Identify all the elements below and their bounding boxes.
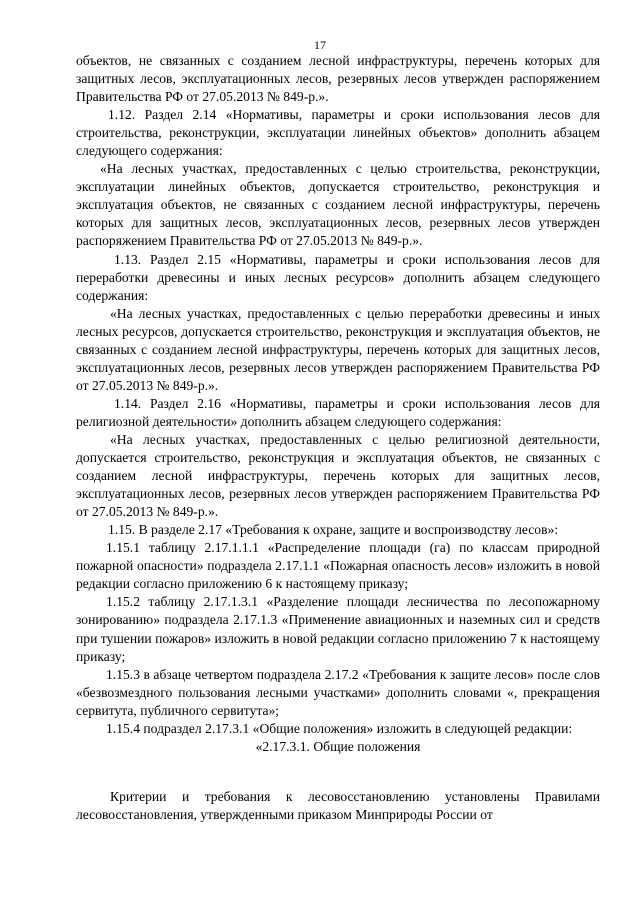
document-body (76, 52, 600, 824)
paragraph-item-1-14: 1.14. Раздел 2.16 «Нормативы, параметры и сроки использования лесов для религиозной деятельности» дополнить абзацем следующего содержания: (76, 395, 600, 429)
page-number: 17 (314, 38, 326, 52)
paragraph-item-1-13: 1.13. Раздел 2.15 «Нормативы, параметры и сроки использования лесов для переработки древесины и иных лесных ресурсов» дополнить абзацем следующего содержания: (76, 251, 600, 303)
paragraph-gap (76, 756, 600, 788)
paragraph-quote-2-16: «На лесных участках, предоставленных с целью религиозной деятельности, допускается строительство, реконструкция и эксплуатация объектов, не связанных с созданием лесной инфраструктуры, перечень которых для защитных лесов, эксплуатационных лесов, резервных лесов утвержден распоряжением Правительства РФ от 27.05.2013 № 849-р.». (76, 431, 600, 520)
paragraph-item-1-12: 1.12. Раздел 2.14 «Нормативы, параметры и сроки использования лесов для строительства, реконструкции, эксплуатации линейных объектов» дополнить абзацем следующего содержания: (76, 107, 600, 159)
paragraph-item-1-15-1: 1.15.1 таблицу 2.17.1.1.1 «Распределение площади (га) по классам природной пожарной опасности» подраздела 2.17.1.1 «Пожарная опасность лесов» изложить в новой редакции согласно приложению 6 к настоящему приказу; (76, 540, 600, 592)
paragraph-item-1-15-3: 1.15.3 в абзаце четвертом подраздела 2.17.2 «Требования к защите лесов» после слов «безвозмездного пользования лесными участками» дополнить словами «, прекращения сервитута, публичного сервитута»; (76, 666, 600, 718)
paragraph-criteria: Критерии и требования к лесовосстановлению установлены Правилами лесовосстановления, утвержденными приказом Минприроды России от (76, 788, 600, 822)
paragraph-continuation: объектов, не связанных с созданием лесной инфраструктуры, перечень которых для защитных лесов, эксплуатационных лесов, резервных лесов утвержден распоряжением Правительства РФ от 27.05.2013 № 849-р.». (76, 53, 600, 105)
paragraph-item-1-15-2: 1.15.2 таблицу 2.17.1.3.1 «Разделение площади лесничества по лесопожарному зонированию» подраздела 2.17.1.3 «Применение авиационных и наземных сил и средств при тушении пожаров» изложить в новой редакции согласно приложению 7 к настоящему приказу; (76, 594, 600, 664)
paragraph-item-1-15: 1.15. В разделе 2.17 «Требования к охране, защите и воспроизводству лесов»: (108, 522, 559, 538)
paragraph-item-1-15-4: 1.15.4 подраздел 2.17.3.1 «Общие положения» изложить в следующей редакции: (106, 720, 573, 736)
paragraph-quote-2-14: «На лесных участках, предоставленных с целью строительства, реконструкции, эксплуатации линейных объектов, допускается строительство, реконструкция и эксплуатация объектов, не связанных с созданием лесной инфраструктуры, перечень которых для защитных лесов, эксплуатационных лесов, резервных лесов утвержден распоряжением Правительства РФ от 27.05.2013 № 849-р.». (76, 161, 600, 249)
section-heading: «2.17.3.1. Общие положения (255, 738, 421, 754)
paragraph-quote-2-15: «На лесных участках, предоставленных с целью переработки древесины и иных лесных ресурсов, допускается строительство, реконструкция и эксплуатация объектов, не связанных с созданием лесной инфраструктуры, перечень которых для защитных лесов, эксплуатационных лесов, резервных лесов утвержден распоряжением Правительства РФ от 27.05.2013 № 849-р.». (76, 305, 600, 393)
